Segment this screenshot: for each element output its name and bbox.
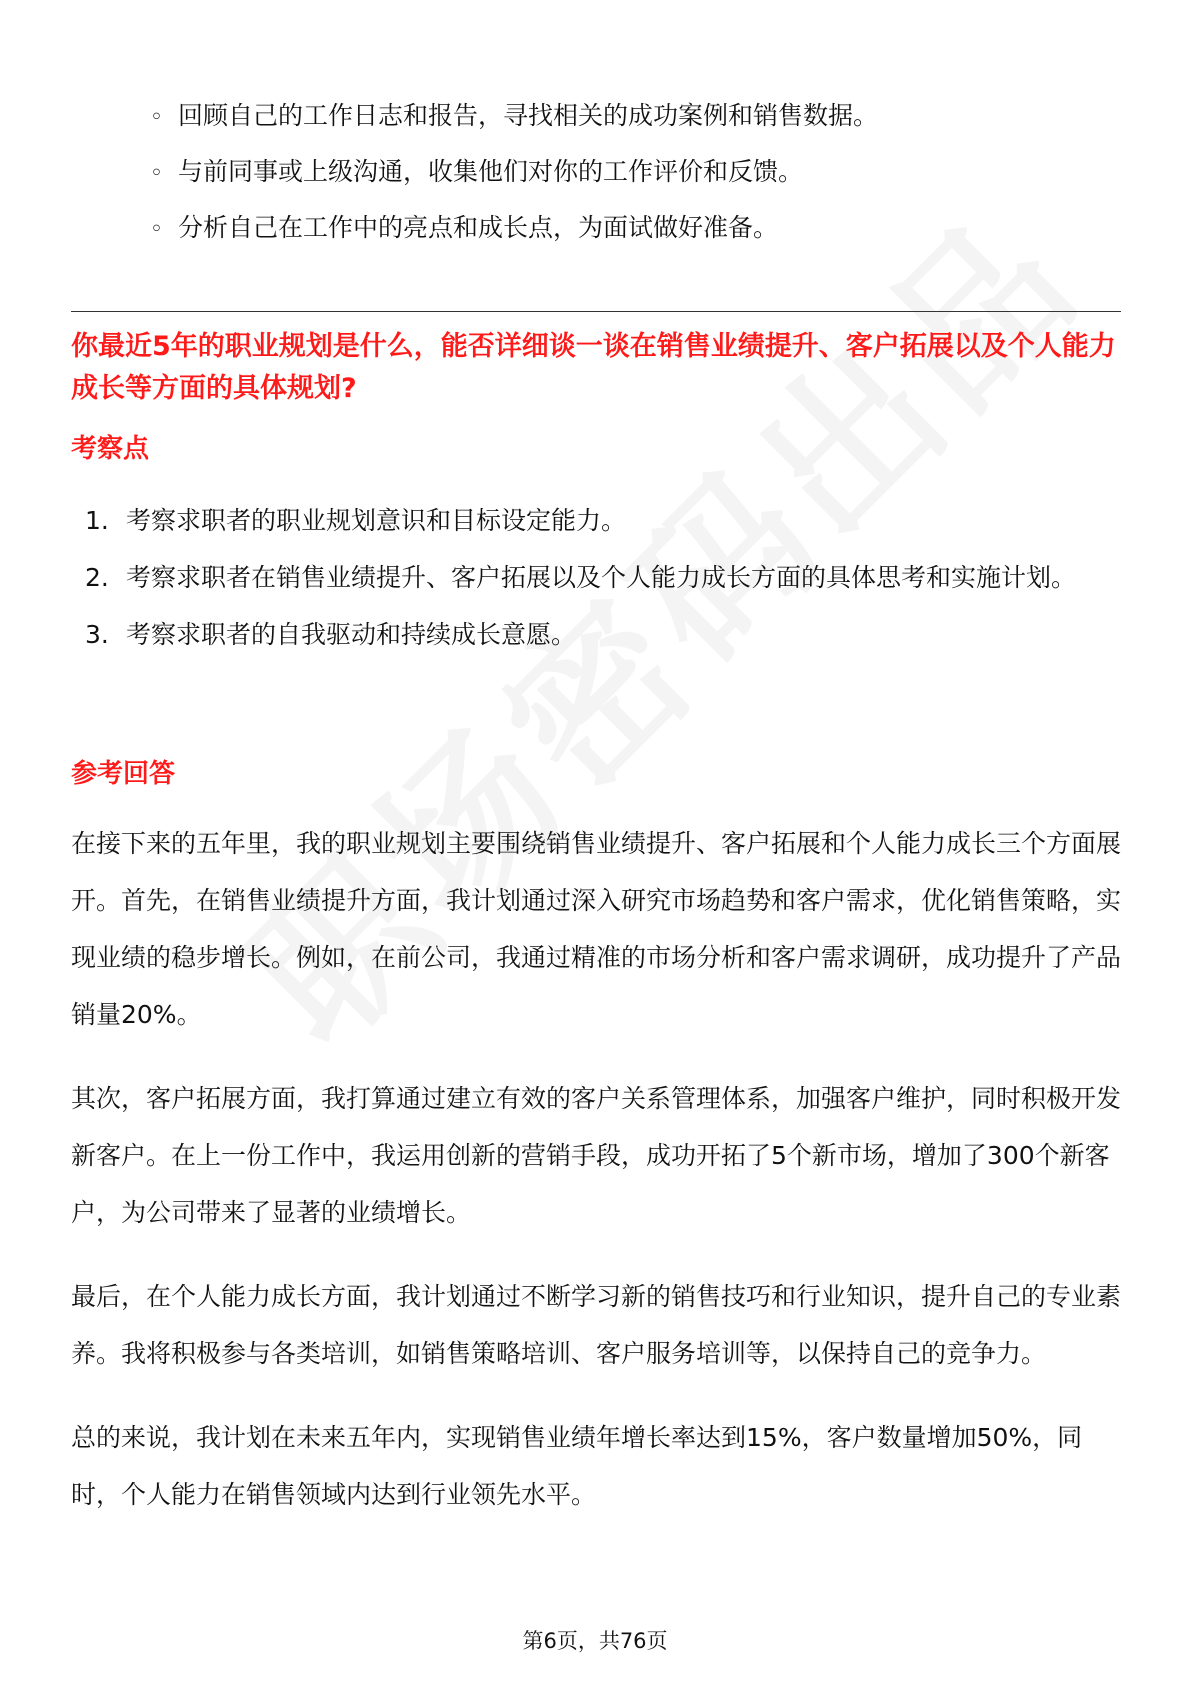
list-number: 1. [85,506,109,535]
list-number: 2. [85,563,109,592]
reference-answer-body [71,815,1121,1550]
list-item-text: 考察求职者在销售业绩提升、客户拓展以及个人能力成长方面的具体思考和实施计划。 [126,563,1077,592]
key-points-list [71,492,1131,663]
list-item [71,606,1131,663]
list-item [150,144,878,200]
page-number: 第6页，共76页 [522,1629,668,1653]
list-item [150,200,878,256]
answer-paragraph: 其次，客户拓展方面，我打算通过建立有效的客户关系管理体系，加强客户维护，同时积极开发新客户。在上一份工作中，我运用创新的营销手段，成功开拓了5个新市场，增加了300个新客户，为公司带来了显著的业绩增长。 [71,1084,1122,1227]
list-item-text: 与前同事或上级沟通，收集他们对你的工作评价和反馈。 [178,157,804,186]
list-item-text: 回顾自己的工作日志和报告，寻找相关的成功案例和销售数据。 [178,101,879,130]
section-divider [71,311,1121,312]
answer-paragraph: 最后，在个人能力成长方面，我计划通过不断学习新的销售技巧和行业知识，提升自己的专业素养。我将积极参与各类培训，如销售策略培训、客户服务培训等，以保持自己的竞争力。 [71,1282,1122,1368]
list-item [71,549,1131,606]
answer-paragraph: 在接下来的五年里，我的职业规划主要围绕销售业绩提升、客户拓展和个人能力成长三个方面展开。首先，在销售业绩提升方面，我计划通过深入研究市场趋势和客户需求，优化销售策略，实现业绩的稳步增长。例如，在前公司，我通过精准的市场分析和客户需求调研，成功提升了产品销量20%。 [71,829,1122,1029]
answer-paragraph: 总的来说，我计划在未来五年内，实现销售业绩年增长率达到15%，客户数量增加50%，同时，个人能力在销售领域内达到行业领先水平。 [71,1423,1083,1509]
list-item [150,88,878,144]
key-points-title: 考察点 [71,434,150,464]
list-item-text: 分析自己在工作中的亮点和成长点，为面试做好准备。 [178,213,779,242]
list-item-text: 考察求职者的自我驱动和持续成长意愿。 [126,620,577,649]
list-number: 3. [85,620,109,649]
bullet-marker: ◦ [150,105,163,130]
list-item [71,492,1131,549]
list-item-text: 考察求职者的职业规划意识和目标设定能力。 [126,506,627,535]
bullet-marker: ◦ [150,161,163,186]
intro-bullet-list [150,88,878,256]
question-heading: 你最近5年的职业规划是什么，能否详细谈一谈在销售业绩提升、客户拓展以及个人能力成长等方面的具体规划? [71,331,1116,404]
reference-answer-title: 参考回答 [71,759,176,789]
bullet-marker: ◦ [150,217,163,242]
